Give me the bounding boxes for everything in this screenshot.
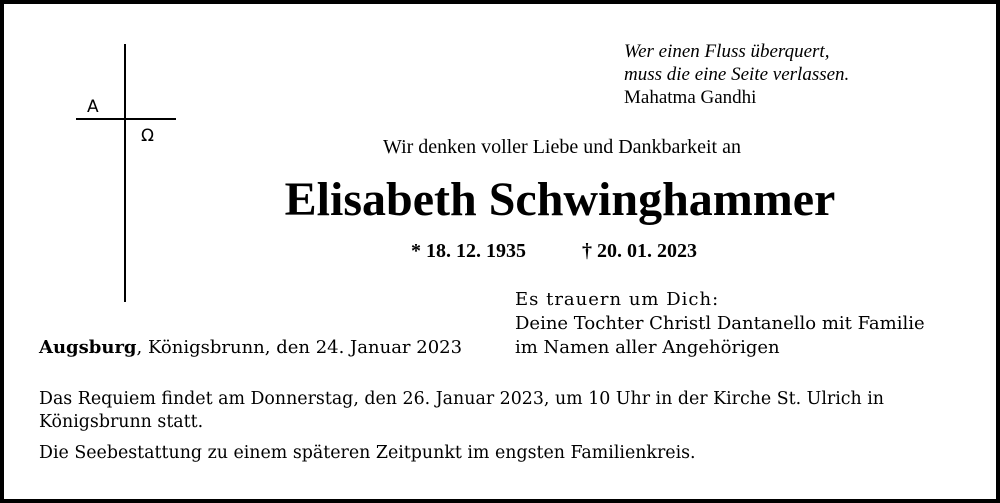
mourners-line-2: im Namen aller Angehörigen [515,337,780,358]
requiem-text: Das Requiem findet am Donnerstag, den 26. Januar 2023, um 10 Uhr in der Kirche St. Ulrich in Königsbrunn statt. [39,389,885,432]
alpha-symbol: Α [87,97,99,117]
omega-symbol: Ω [141,126,154,146]
quote-block [624,40,849,109]
death-date: † 20. 01. 2023 [582,240,697,262]
place-and-date [39,336,462,360]
intro-text: Wir denken voller Liebe und Dankbarkeit an [383,136,741,158]
place-rest: , Königsbrunn, den 24. Januar 2023 [136,337,463,358]
service-info [39,388,969,465]
birth-date: * 18. 12. 1935 [411,240,526,262]
quote-line-1: Wer einen Fluss überquert, [624,41,830,62]
cross-horizontal-bar [76,118,176,120]
deceased-name: Elisabeth Schwinghammer [284,173,836,226]
burial-text: Die Seebestattung zu einem späteren Zeitpunkt im engsten Familienkreis. [39,443,696,463]
mourners-heading: Es trauern um Dich: [515,289,720,310]
place-city: Augsburg [39,337,137,358]
quote-line-2: muss die eine Seite verlassen. [624,64,850,85]
mourners-line-1: Deine Tochter Christl Dantanello mit Familie [515,313,925,334]
quote-author: Mahatma Gandhi [624,87,757,108]
mourners-block [515,288,925,360]
